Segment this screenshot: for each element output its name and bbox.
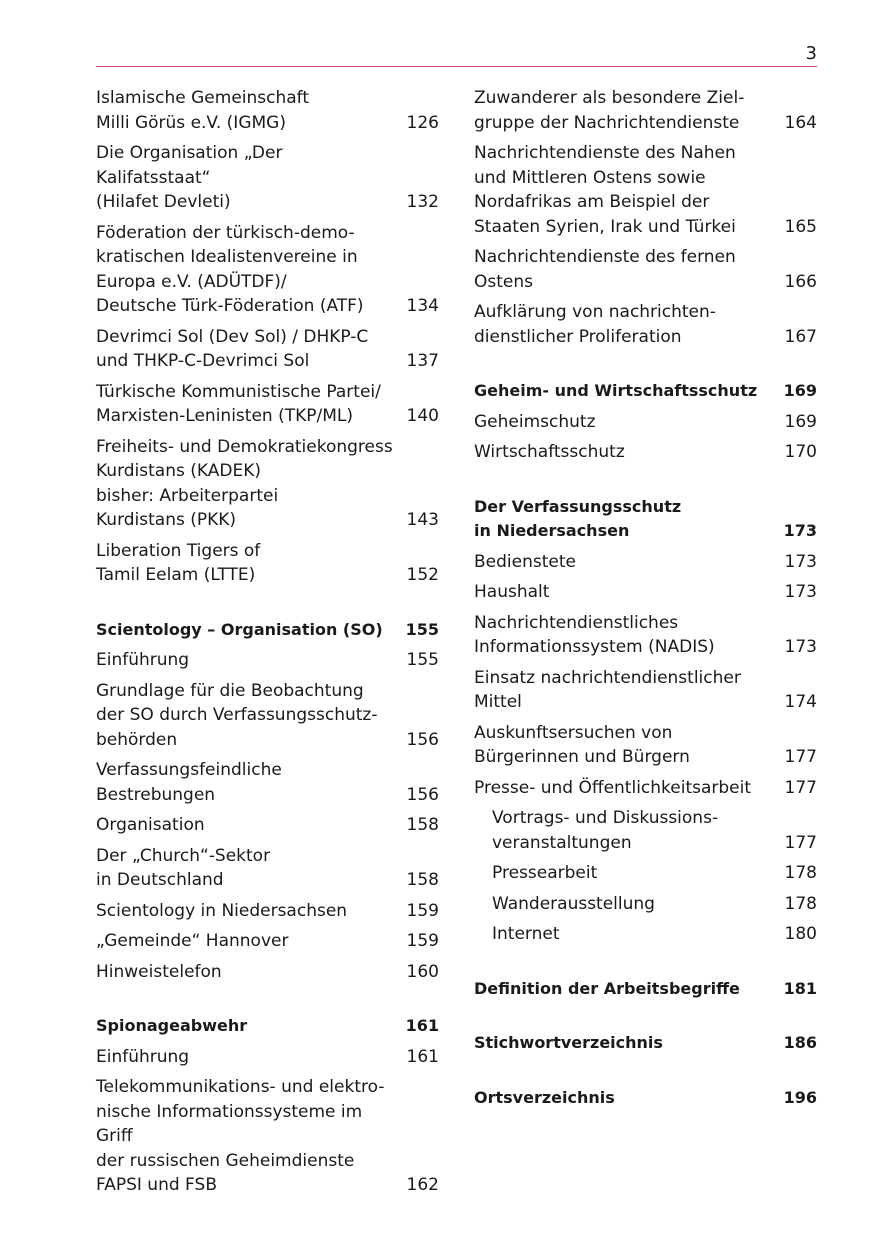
toc-entry-page: 177 (784, 832, 817, 853)
toc-entry-page: 166 (784, 271, 817, 292)
toc-entry-page: 165 (784, 216, 817, 237)
header-rule (96, 66, 817, 67)
toc-entry-title: Stichwortverzeichnis (474, 1033, 663, 1052)
toc-entry-title: Organisation (96, 815, 205, 835)
toc-section-heading[interactable] (474, 495, 817, 544)
toc-subentry[interactable] (474, 922, 817, 947)
toc-entry-title: Liberation Tigers of Tamil Eelam (LTTE) (96, 540, 261, 585)
toc-entry-page: 174 (784, 692, 817, 712)
toc-entry[interactable] (96, 899, 439, 924)
toc-entry-page: 155 (405, 619, 439, 639)
toc-entry-title: „Gemeinde“ Hannover (96, 931, 289, 951)
toc-entry-page: 156 (406, 729, 439, 750)
toc-entry-page: 159 (406, 931, 439, 951)
toc-entry-title: Haushalt (474, 582, 550, 602)
toc-entry-page: 159 (406, 900, 439, 921)
toc-section-heading[interactable] (474, 1031, 817, 1056)
toc-entry[interactable] (96, 679, 439, 753)
toc-entry-title: Föderation der türkisch-demo- kratischen Idealistenvereine in Europa e.V. (ADÜTDF)/ Deutsche Türk-Föderation (ATF) (96, 222, 364, 316)
toc-section-heading[interactable] (96, 618, 439, 643)
toc-entry[interactable] (96, 141, 439, 215)
toc-entry-page: 173 (784, 551, 817, 572)
toc-entry-title: Auskunftsersuchen von Bürgerinnen und Bürgern (474, 722, 690, 767)
toc-entry-page: 143 (406, 510, 439, 530)
toc-entry[interactable] (96, 813, 439, 838)
toc-entry-title: Nachrichtendienste des Nahen und Mittleren Ostens sowie Nordafrikas am Beispiel der Staaten Syrien, Irak und Türkei (474, 143, 736, 237)
toc-entry-title: Nachrichtendienstliches Informationssystem (NADIS) (474, 612, 715, 657)
toc-entry-page: 178 (784, 893, 817, 914)
toc-entry-title: Einsatz nachrichtendienstlicher Mittel (474, 667, 741, 712)
toc-entry[interactable] (474, 410, 817, 435)
toc-entry-page: 173 (784, 637, 817, 657)
toc-entry-page: 134 (406, 296, 439, 316)
toc-entry-page: 178 (784, 863, 817, 883)
toc-subentry[interactable] (474, 861, 817, 886)
toc-entry[interactable] (96, 1075, 439, 1198)
toc-entry[interactable] (96, 325, 439, 374)
toc-entry[interactable] (96, 1045, 439, 1070)
toc-entry-title: Freiheits- und Demokratiekongress Kurdistans (KADEK) bisher: Arbeiterpartei Kurdistans (PKK) (96, 436, 393, 530)
toc-entry[interactable] (474, 245, 817, 294)
toc-entry[interactable] (96, 929, 439, 954)
toc-entry-page: 177 (784, 777, 817, 798)
toc-section-heading[interactable] (474, 977, 817, 1002)
toc-entry[interactable] (96, 539, 439, 588)
toc-entry-page: 181 (783, 978, 817, 998)
toc-entry-page: 177 (784, 747, 817, 767)
toc-entry-title: Die Organisation „Der Kalifatsstaat“ (Hilafet Devleti) (96, 143, 283, 212)
toc-entry-page: 158 (406, 815, 439, 835)
toc-entry-page: 161 (405, 1016, 439, 1035)
toc-entry-title: Ortsverzeichnis (474, 1087, 615, 1107)
toc-entry-page: 156 (406, 784, 439, 805)
toc-entry-title: Der Verfassungsschutz in Niedersachsen (474, 496, 682, 540)
toc-section-heading[interactable] (96, 1014, 439, 1039)
toc-entry-page: 152 (406, 565, 439, 585)
page-number: 3 (805, 43, 817, 64)
toc-section-heading[interactable] (474, 379, 817, 404)
toc-entry[interactable] (474, 550, 817, 575)
toc-left-column (96, 86, 439, 1204)
toc-entry[interactable] (96, 758, 439, 807)
toc-entry-title: Verfassungsfeindliche Bestrebungen (96, 760, 282, 805)
toc-section-heading[interactable] (474, 1086, 817, 1111)
toc-entry-title: Nachrichtendienste des fernen Ostens (474, 247, 736, 292)
toc-entry-title: Einführung (96, 1046, 190, 1067)
toc-entry-title: Internet (492, 924, 560, 944)
toc-entry[interactable] (474, 300, 817, 349)
toc-entry-page: 164 (784, 112, 817, 133)
toc-entry-title: Einführung (96, 650, 190, 670)
toc-entry-title: Devrimci Sol (Dev Sol) / DHKP-C und THKP-C-Devrimci Sol (96, 326, 369, 371)
toc-entry[interactable] (474, 721, 817, 770)
toc-entry-title: Hinweistelefon (96, 961, 222, 982)
toc-entry-title: Aufklärung von nachrichten- dienstlicher Proliferation (474, 302, 716, 347)
toc-entry[interactable] (96, 844, 439, 893)
toc-entry[interactable] (474, 776, 817, 801)
toc-entry[interactable] (474, 141, 817, 239)
toc-entry-page: 155 (406, 650, 439, 670)
toc-entry-title: Wirtschaftsschutz (474, 442, 625, 462)
toc-entry-page: 180 (784, 924, 817, 944)
toc-entry-title: Bedienstete (474, 551, 576, 572)
toc-entry[interactable] (474, 580, 817, 605)
toc-entry-page: 173 (783, 521, 817, 540)
toc-entry-page: 162 (406, 1175, 439, 1195)
toc-entry[interactable] (474, 666, 817, 715)
toc-entry-page: 167 (784, 326, 817, 347)
toc-entry[interactable] (96, 960, 439, 985)
toc-entry-page: 158 (406, 870, 439, 890)
toc-entry[interactable] (96, 435, 439, 533)
toc-entry-page: 161 (406, 1046, 439, 1067)
toc-entry-page: 196 (783, 1087, 817, 1107)
toc-entry-page: 137 (406, 351, 439, 371)
toc-entry-title: Wanderausstellung (492, 893, 655, 914)
toc-entry[interactable] (474, 611, 817, 660)
toc-entry-page: 173 (784, 582, 817, 602)
toc-entry-title: Pressearbeit (492, 863, 598, 883)
toc-entry-title: Vortrags- und Diskussions- veranstaltungen (492, 808, 719, 853)
toc-right-column (474, 86, 817, 1116)
toc-entry[interactable] (96, 221, 439, 319)
toc-entry-title: Islamische Gemeinschaft Milli Görüs e.V. (IGMG) (96, 88, 310, 133)
toc-entry-page: 169 (783, 381, 817, 400)
toc-entry[interactable] (474, 440, 817, 465)
toc-entry-page: 170 (784, 442, 817, 462)
toc-subentry[interactable] (474, 806, 817, 855)
toc-entry-title: Geheim- und Wirtschaftsschutz (474, 381, 758, 400)
toc-entry[interactable] (96, 648, 439, 673)
toc-entry-title: Zuwanderer als besondere Ziel- gruppe der Nachrichtendienste (474, 88, 745, 133)
toc-entry[interactable] (96, 86, 439, 135)
toc-entry-page: 169 (784, 411, 817, 432)
toc-entry-page: 186 (783, 1033, 817, 1052)
toc-entry-page: 140 (406, 406, 439, 426)
toc-entry-title: Scientology – Organisation (SO) (96, 619, 383, 639)
toc-entry-title: Geheimschutz (474, 411, 596, 432)
toc-entry-title: Presse- und Öffentlichkeitsarbeit (474, 777, 752, 798)
toc-entry-title: Definition der Arbeitsbegriffe (474, 978, 740, 998)
toc-entry-page: 126 (406, 112, 439, 133)
toc-entry[interactable] (474, 86, 817, 135)
toc-entry-page: 160 (406, 961, 439, 982)
toc-entry-title: Grundlage für die Beobachtung der SO durch Verfassungsschutz- behörden (96, 680, 378, 750)
toc-entry-title: Türkische Kommunistische Partei/ Marxisten-Leninisten (TKP/ML) (96, 381, 381, 426)
toc-entry-page: 132 (406, 192, 439, 212)
toc-entry[interactable] (96, 380, 439, 429)
toc-subentry[interactable] (474, 892, 817, 917)
toc-entry-title: Telekommunikations- und elektro- nische Informationssysteme im Griff der russischen Geheimdienste FAPSI und FSB (96, 1077, 385, 1195)
toc-entry-title: Der „Church“-Sektor in Deutschland (96, 845, 271, 890)
toc-entry-title: Scientology in Niedersachsen (96, 900, 348, 921)
toc-entry-title: Spionageabwehr (96, 1016, 248, 1035)
